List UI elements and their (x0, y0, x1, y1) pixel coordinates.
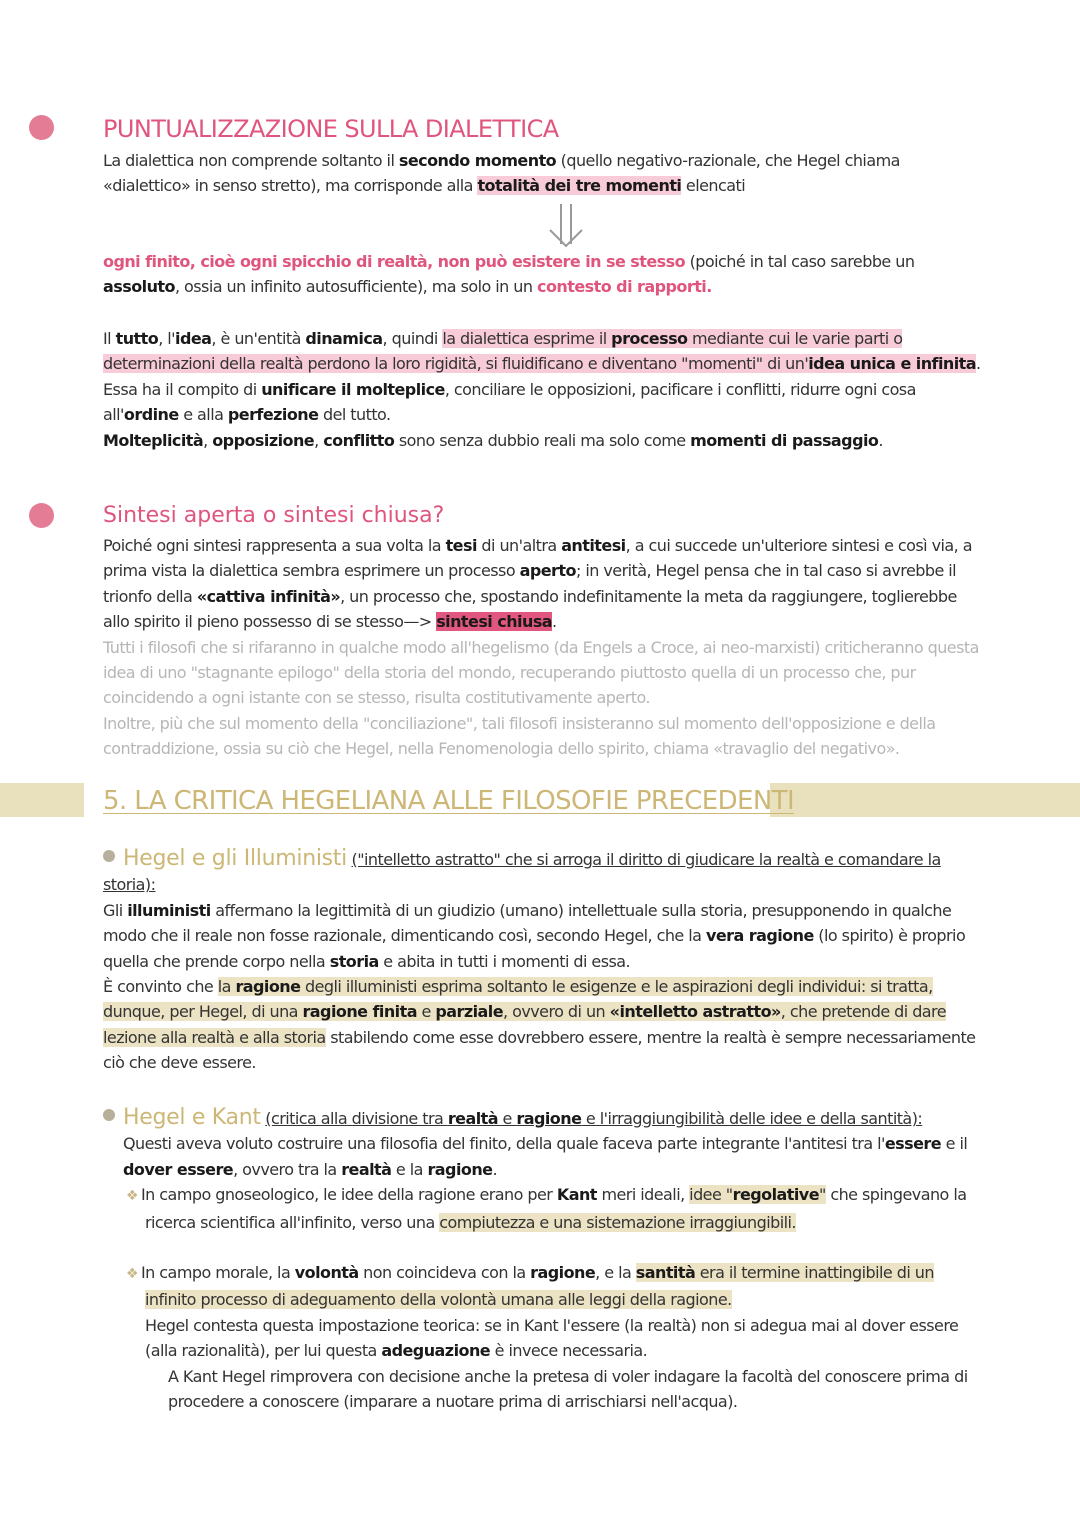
paragraph-sintesi: Poiché ogni sintesi rappresenta a sua volta la tesi di un'altra antitesi, a cui succede un'ulteriore sintesi e così via, a prima vista la dialettica sembra esprimere un processo aperto; in verità, Hegel pensa che in tal caso si avrebbe il trionfo della «cattiva infinità», un processo che, spostando indefinitamente la meta da raggiungere, toglierebbe allo spirito il pieno possesso di se stesso—> sintesi chiusa. Tutti i filosofi che si rifaranno in qualche modo all'hegelismo (da Engels a Croce, ai neo-marxisti) criticheranno questa idea di uno "stagnante epilogo" della storia del mondo, recuperando piuttosto quella di un processo che, pur coincidendo a ogni istante con se stesso, risulta costitutivamente aperto. Inoltre, più che sul momento della "conciliazione", tali filosofi insisteranno sul momento dell'opposizione e della contraddizione, ossia su ciò che Hegel, nella Fenomenologia dello spirito, chiama «travaglio del negativo». (103, 533, 983, 762)
note-illuministi: ("intelletto astratto" che si arroga il diritto di giudicare la realtà e comandare la storia): (103, 850, 941, 895)
double-down-arrow-icon (546, 200, 586, 248)
paragraph-finito: ogni finito, cioè ogni spicchio di realtà, non può esistere in se stesso (poiché in tal caso sarebbe un assoluto, ossia un infinito autosufficiente), ma solo in un contesto di rapporti. (103, 252, 915, 297)
section-title-sintesi: Sintesi aperta o sintesi chiusa? (103, 503, 445, 528)
pink-bullet-icon (29, 115, 54, 140)
kant-block: Hegel e Kant (critica alla divisione tra realtà e ragione e l'irraggiungibilità delle idee e della santità): Questi aveva voluto costruire una filosofia del finito, della quale faceva parte integrante l'antitesi tra l'essere e il dover essere, ovvero tra la realtà e la ragione. ❖ In campo gnoseologico, le idee della ragione erano per Kant meri ideali, idee "regolative" che spingevano la ricerca scientifica all'infinito, verso una compiutezza e una sistemazione irraggiungibili. ❖ In campo morale, la volontà non coincideva con la ragione, e la santità era il termine inattingibile di un infinito processo di adeguamento della volontà umana alle leggi della ragione. Hegel contesta questa impostazione teorica: se in Kant l'essere (la realtà) non si adegua mai al dover essere (alla razionalità), per lui questa adeguazione è invece necessaria. A Kant Hegel rimprovera con decisione anche la pretesa di voler indagare la facoltà del conoscere prima di procedere a conoscere (imparare a nuotare prima di arrischiarsi nell'acqua). (103, 1105, 983, 1414)
gray-dot-icon (103, 850, 115, 862)
illuministi-block: Hegel e gli Illuministi ("intelletto astratto" che si arroga il diritto di giudicare la realtà e comandare la storia): Gli illuministi affermano la legittimità di un giudizio (umano) intellettuale sulla storia, presupponendo in qualche modo che il reale non fosse razionale, dimenticando così, secondo Hegel, che la vera ragione (lo spirito) è proprio quella che prende corpo nella storia e abita in tutti i momenti di essa. È convinto che la ragione degli illuministi esprima soltanto le esigenze e le aspirazioni degli individui: si tratta, dunque, per Hegel, di una ragione finita e parziale, ovvero di un «intelletto astratto», che pretende di dare lezione alla realtà e alla storia stabilendo come esse dovrebbero essere, mentre la realtà è sempre necessariamente ciò che deve essere. (103, 846, 976, 1073)
paragraph-critica-hegelismo: Tutti i filosofi che si rifaranno in qualche modo all'hegelismo (da Engels a Croce, ai neo-marxisti) criticheranno questa idea di uno "stagnante epilogo" della storia del mondo, recuperando piuttosto quella di un processo che, pur coincidendo a ogni istante con se stesso, risulta costitutivamente aperto. (103, 637, 979, 708)
heading-illuministi: Hegel e gli Illuministi (123, 846, 347, 871)
diamond-bullet-icon: ❖ (126, 1266, 139, 1283)
paragraph-tutto-idea: Il tutto, l'idea, è un'entità dinamica, quindi la dialettica esprime il processo mediante cui le varie parti o determinazioni della realtà perdono la loro rigidità, si fluidificano e diventano "momenti" di un'idea unica e infinita. Essa ha il compito di unificare il molteplice, conciliare le opposizioni, pacificare i conflitti, ridurre ogni cosa all'ordine e alla perfezione del tutto. Molteplicità, opposizione, conflitto sono senza dubbio reali ma solo come momenti di passaggio. (103, 329, 981, 450)
paragraph-dialettica-intro: La dialettica non comprende soltanto il secondo momento (quello negativo-razionale, che Hegel chiama «dialettico» in senso stretto), ma corrisponde alla totalità dei tre momenti elencati (103, 151, 900, 196)
section-5-title: 5. LA CRITICA HEGELIANA ALLE FILOSOFIE PRECEDENTI (103, 786, 795, 816)
heading-kant: Hegel e Kant (123, 1105, 261, 1130)
note-kant: (critica alla divisione tra realtà e ragione e l'irraggiungibilità delle idee e della santità): (265, 1109, 923, 1128)
section-title-dialettica: PUNTUALIZZAZIONE SULLA DIALETTICA (103, 115, 559, 143)
paragraph-kant-conoscere: A Kant Hegel rimprovera con decisione anche la pretesa di voler indagare la facoltà del conoscere prima di procedere a conoscere (imparare a nuotare prima di arrischiarsi nell'acqua). (168, 1366, 968, 1412)
pink-bullet-icon (29, 503, 54, 528)
diamond-bullet-icon: ❖ (126, 1188, 139, 1205)
paragraph-travaglio-negativo: Inoltre, più che sul momento della "conciliazione", tali filosofi insisteranno sul momento dell'opposizione e della contraddizione, ossia su ciò che Hegel, nella Fenomenologia dello spirito, chiama «travaglio del negativo». (103, 713, 936, 759)
gray-dot-icon (103, 1109, 115, 1121)
